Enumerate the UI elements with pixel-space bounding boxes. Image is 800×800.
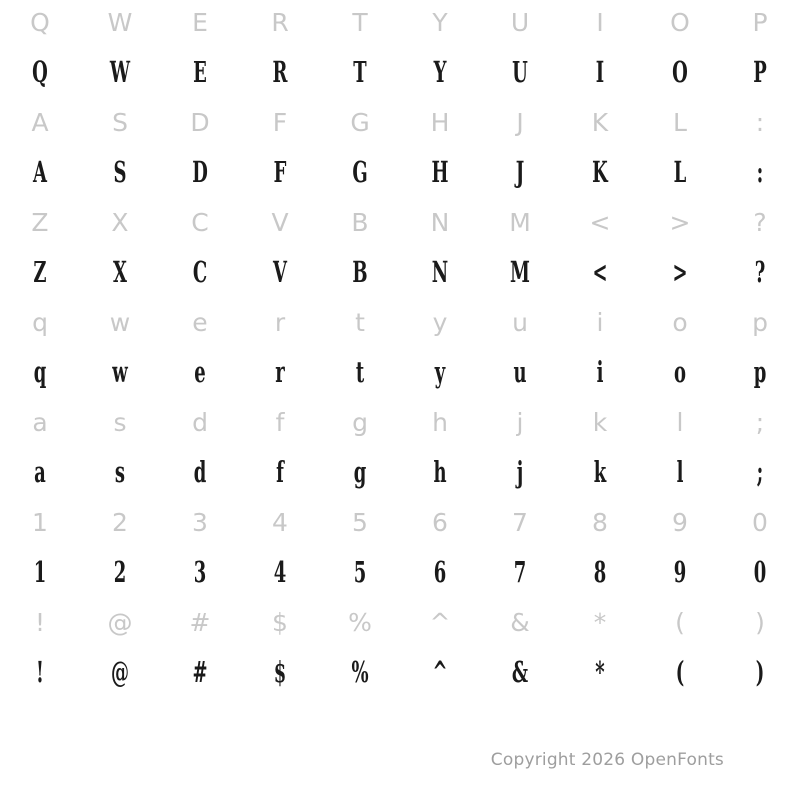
glyph-row — [0, 354, 800, 402]
glyph-cell: J — [515, 155, 525, 189]
key-cell: l — [676, 408, 684, 437]
glyph-cell: ( — [675, 655, 685, 689]
glyph-row — [0, 554, 800, 602]
glyph-cell: o — [674, 355, 686, 389]
key-row — [0, 202, 800, 254]
glyph-cell: O — [672, 55, 688, 89]
key-cell: S — [112, 108, 128, 137]
key-row — [0, 102, 800, 154]
glyph-cell: ) — [755, 655, 765, 689]
key-cell: X — [111, 208, 129, 237]
glyph-row — [0, 654, 800, 702]
glyph-row — [0, 154, 800, 202]
glyph-cell: I — [595, 55, 605, 89]
glyph-cell: P — [753, 55, 767, 89]
key-cell: 1 — [32, 508, 48, 537]
glyph-cell: > — [672, 255, 688, 289]
key-cell: @ — [107, 608, 133, 637]
key-cell: h — [432, 408, 448, 437]
glyph-cell: C — [192, 255, 208, 289]
glyph-cell: t — [355, 355, 365, 389]
copyright-notice: Copyright 2026 OpenFonts — [490, 750, 724, 770]
glyph-cell: g — [353, 455, 367, 489]
key-cell: O — [670, 8, 690, 37]
key-cell: j — [516, 408, 524, 437]
key-cell: 6 — [432, 508, 448, 537]
glyph-cell: % — [351, 655, 369, 689]
key-cell: F — [272, 108, 288, 137]
glyph-cell: F — [273, 155, 287, 189]
glyph-cell: Q — [32, 55, 48, 89]
glyph-cell: N — [431, 255, 449, 289]
key-cell: N — [430, 208, 450, 237]
glyph-cell: d — [193, 455, 207, 489]
glyph-cell: W — [109, 55, 131, 89]
key-cell: 3 — [192, 508, 208, 537]
glyph-cell: T — [353, 55, 367, 89]
key-cell: ^ — [429, 608, 451, 637]
glyph-cell: # — [192, 655, 208, 689]
glyph-cell: i — [596, 355, 604, 389]
glyph-cell: : — [756, 155, 764, 189]
glyph-cell: p — [753, 355, 767, 389]
key-cell: C — [191, 208, 209, 237]
glyph-cell: U — [512, 55, 528, 89]
key-cell: i — [596, 308, 604, 337]
glyph-cell: ^ — [432, 655, 448, 689]
key-cell: R — [271, 8, 289, 37]
key-cell: 7 — [512, 508, 528, 537]
glyph-cell: 2 — [113, 555, 127, 589]
key-cell: G — [350, 108, 370, 137]
key-cell: B — [351, 208, 369, 237]
key-cell: < — [589, 208, 611, 237]
key-cell: t — [355, 308, 365, 337]
key-cell: ? — [753, 208, 767, 237]
glyph-cell: 3 — [193, 555, 207, 589]
key-cell: ) — [755, 608, 765, 637]
key-cell: e — [192, 308, 208, 337]
glyph-cell: ? — [754, 255, 766, 289]
key-cell: ; — [755, 408, 765, 437]
key-cell: Q — [30, 8, 50, 37]
glyph-cell: f — [276, 455, 284, 489]
key-cell: d — [192, 408, 208, 437]
key-cell: V — [271, 208, 289, 237]
key-row — [0, 2, 800, 54]
glyph-cell: S — [113, 155, 127, 189]
glyph-cell: V — [273, 255, 287, 289]
key-cell: 8 — [592, 508, 608, 537]
key-cell: o — [672, 308, 688, 337]
key-row — [0, 502, 800, 554]
key-cell: K — [591, 108, 609, 137]
key-cell: ( — [675, 608, 685, 637]
glyph-cell: 0 — [753, 555, 767, 589]
key-cell: 0 — [752, 508, 768, 537]
key-cell: g — [352, 408, 368, 437]
glyph-cell: 4 — [273, 555, 287, 589]
glyph-cell: @ — [111, 655, 129, 689]
glyph-cell: q — [33, 355, 47, 389]
key-cell: q — [32, 308, 48, 337]
glyph-cell: a — [34, 455, 46, 489]
key-cell: Y — [432, 8, 448, 37]
key-cell: % — [348, 608, 372, 637]
key-cell: U — [510, 8, 530, 37]
glyph-cell: j — [516, 455, 524, 489]
glyph-cell: R — [272, 55, 288, 89]
key-cell: D — [190, 108, 210, 137]
glyph-cell: k — [593, 455, 607, 489]
glyph-cell: Z — [33, 255, 47, 289]
key-cell: s — [113, 408, 127, 437]
key-cell: A — [31, 108, 49, 137]
key-cell: a — [32, 408, 48, 437]
key-cell: E — [192, 8, 208, 37]
glyph-cell: B — [352, 255, 368, 289]
key-cell: * — [593, 608, 607, 637]
key-cell: H — [430, 108, 450, 137]
glyph-cell: X — [113, 255, 127, 289]
glyph-cell: E — [193, 55, 207, 89]
glyph-cell: e — [194, 355, 206, 389]
glyph-cell: Y — [433, 55, 447, 89]
key-cell: W — [107, 8, 133, 37]
key-cell: y — [432, 308, 448, 337]
glyph-cell: D — [192, 155, 208, 189]
key-row — [0, 402, 800, 454]
key-row — [0, 602, 800, 654]
key-cell: : — [755, 108, 765, 137]
glyph-cell: u — [513, 355, 527, 389]
key-cell: P — [752, 8, 768, 37]
glyph-cell: * — [595, 655, 605, 689]
key-cell: ! — [34, 608, 46, 637]
key-cell: L — [673, 108, 687, 137]
glyph-cell: w — [112, 355, 128, 389]
glyph-cell: 1 — [33, 555, 47, 589]
glyph-cell: M — [510, 255, 530, 289]
key-cell: u — [512, 308, 528, 337]
glyph-cell: l — [676, 455, 684, 489]
glyph-cell: K — [592, 155, 608, 189]
key-cell: k — [592, 408, 608, 437]
glyph-cell: < — [592, 255, 608, 289]
glyph-cell: ; — [756, 455, 764, 489]
key-cell: & — [510, 608, 530, 637]
glyph-cell: 5 — [353, 555, 367, 589]
glyph-cell: 8 — [593, 555, 607, 589]
key-cell: f — [275, 408, 285, 437]
glyph-cell: ! — [36, 655, 44, 689]
key-cell: # — [189, 608, 211, 637]
key-cell: I — [596, 8, 604, 37]
glyph-cell: y — [434, 355, 446, 389]
glyph-row — [0, 454, 800, 502]
key-cell: 4 — [272, 508, 288, 537]
key-cell: p — [752, 308, 768, 337]
glyph-cell: A — [33, 155, 47, 189]
glyph-cell: h — [433, 455, 447, 489]
glyph-cell: G — [352, 155, 368, 189]
glyph-cell: s — [114, 455, 126, 489]
key-cell: 5 — [352, 508, 368, 537]
key-cell: r — [274, 308, 286, 337]
key-row — [0, 302, 800, 354]
key-cell: J — [516, 108, 524, 137]
glyph-cell: & — [511, 655, 529, 689]
key-cell: 2 — [112, 508, 128, 537]
glyph-row — [0, 54, 800, 102]
glyph-cell: r — [275, 355, 285, 389]
key-cell: > — [669, 208, 691, 237]
glyph-cell: 6 — [433, 555, 447, 589]
glyph-cell: 7 — [513, 555, 527, 589]
key-cell: M — [509, 208, 531, 237]
glyph-cell: H — [431, 155, 449, 189]
key-cell: 9 — [672, 508, 688, 537]
glyph-row — [0, 254, 800, 302]
glyph-cell: L — [673, 155, 687, 189]
key-cell: Z — [31, 208, 49, 237]
glyph-cell: 9 — [673, 555, 687, 589]
key-cell: $ — [272, 608, 288, 637]
glyph-cell: $ — [273, 655, 287, 689]
key-cell: T — [352, 8, 368, 37]
key-cell: w — [109, 308, 131, 337]
